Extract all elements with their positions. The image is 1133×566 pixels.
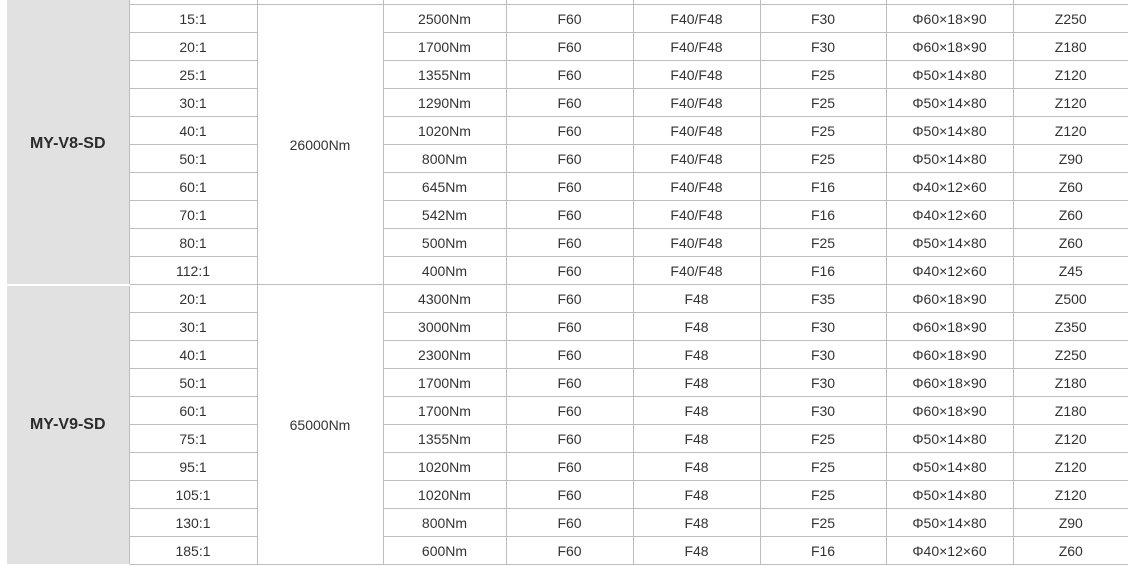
- flange-a-cell: F60: [506, 453, 633, 481]
- flange-a-cell: F60: [506, 257, 633, 285]
- ratio-cell: 20:1: [129, 33, 257, 61]
- flange-a-cell: F60: [506, 425, 633, 453]
- code-cell: Z350: [1013, 313, 1128, 341]
- code-cell: Z120: [1013, 61, 1128, 89]
- flange-a-cell: F60: [506, 89, 633, 117]
- output-torque-cell: 26000Nm: [257, 5, 383, 285]
- flange-c-cell: F16: [760, 537, 886, 565]
- torque-cell: 1290Nm: [383, 89, 506, 117]
- torque-cell: 1700Nm: [383, 397, 506, 425]
- flange-b-cell: F48: [633, 425, 760, 453]
- flange-b-cell: F48: [633, 509, 760, 537]
- code-cell: Z120: [1013, 425, 1128, 453]
- table-row: [7, 89, 1128, 117]
- shaft-size-cell: Φ60×18×90: [886, 369, 1013, 397]
- shaft-size-cell: Φ60×18×90: [886, 33, 1013, 61]
- ratio-cell: 75:1: [129, 425, 257, 453]
- flange-a-cell: F60: [506, 397, 633, 425]
- shaft-size-cell: Φ50×14×80: [886, 117, 1013, 145]
- shaft-size-cell: Φ40×12×60: [886, 257, 1013, 285]
- flange-c-cell: F16: [760, 173, 886, 201]
- code-cell: Z120: [1013, 481, 1128, 509]
- torque-cell: 542Nm: [383, 201, 506, 229]
- code-cell: Z60: [1013, 173, 1128, 201]
- ratio-cell: 130:1: [129, 509, 257, 537]
- flange-c-cell: F25: [760, 89, 886, 117]
- ratio-cell: 40:1: [129, 341, 257, 369]
- table-row: [7, 33, 1128, 61]
- flange-a-cell: F60: [506, 369, 633, 397]
- flange-c-cell: F30: [760, 397, 886, 425]
- table-row: [7, 481, 1128, 509]
- flange-b-cell: F40/F48: [633, 5, 760, 33]
- ratio-cell: 25:1: [129, 61, 257, 89]
- shaft-size-cell: Φ40×12×60: [886, 201, 1013, 229]
- flange-c-cell: F25: [760, 229, 886, 257]
- flange-c-cell: F25: [760, 425, 886, 453]
- code-cell: Z250: [1013, 5, 1128, 33]
- flange-c-cell: F25: [760, 61, 886, 89]
- table-row: [7, 173, 1128, 201]
- table-row: [7, 5, 1128, 33]
- table-row: [7, 257, 1128, 285]
- shaft-size-cell: Φ60×18×90: [886, 341, 1013, 369]
- code-cell: Z120: [1013, 453, 1128, 481]
- flange-c-cell: F16: [760, 201, 886, 229]
- table-row: [7, 201, 1128, 229]
- flange-c-cell: F30: [760, 33, 886, 61]
- code-cell: Z60: [1013, 537, 1128, 565]
- shaft-size-cell: Φ50×14×80: [886, 61, 1013, 89]
- flange-a-cell: F60: [506, 117, 633, 145]
- shaft-size-cell: Φ50×14×80: [886, 89, 1013, 117]
- table-row: [7, 61, 1128, 89]
- shaft-size-cell: Φ60×18×90: [886, 285, 1013, 313]
- model-name-cell: MY-V8-SD: [7, 5, 129, 285]
- flange-c-cell: F16: [760, 257, 886, 285]
- torque-cell: 1700Nm: [383, 369, 506, 397]
- ratio-cell: 185:1: [129, 537, 257, 565]
- shaft-size-cell: Φ60×18×90: [886, 5, 1013, 33]
- flange-a-cell: F60: [506, 509, 633, 537]
- flange-a-cell: F60: [506, 173, 633, 201]
- code-cell: Z500: [1013, 285, 1128, 313]
- flange-b-cell: F40/F48: [633, 201, 760, 229]
- table-row: [7, 145, 1128, 173]
- table-row: [7, 397, 1128, 425]
- torque-cell: 1020Nm: [383, 481, 506, 509]
- flange-a-cell: F60: [506, 285, 633, 313]
- torque-cell: 645Nm: [383, 173, 506, 201]
- shaft-size-cell: Φ60×18×90: [886, 313, 1013, 341]
- shaft-size-cell: Φ60×18×90: [886, 397, 1013, 425]
- torque-cell: 500Nm: [383, 229, 506, 257]
- ratio-cell: 105:1: [129, 481, 257, 509]
- flange-c-cell: F30: [760, 313, 886, 341]
- shaft-size-cell: Φ40×12×60: [886, 173, 1013, 201]
- ratio-cell: 50:1: [129, 145, 257, 173]
- flange-b-cell: F48: [633, 481, 760, 509]
- spec-table: [7, 0, 1128, 566]
- flange-c-cell: F25: [760, 453, 886, 481]
- table-row: [7, 341, 1128, 369]
- table-row: [7, 369, 1128, 397]
- flange-c-cell: F30: [760, 341, 886, 369]
- flange-a-cell: F60: [506, 5, 633, 33]
- flange-b-cell: F48: [633, 537, 760, 565]
- torque-cell: 600Nm: [383, 537, 506, 565]
- torque-cell: 2500Nm: [383, 5, 506, 33]
- torque-cell: 400Nm: [383, 257, 506, 285]
- flange-b-cell: F48: [633, 397, 760, 425]
- code-cell: Z180: [1013, 397, 1128, 425]
- code-cell: Z90: [1013, 145, 1128, 173]
- flange-a-cell: F60: [506, 33, 633, 61]
- torque-cell: 800Nm: [383, 509, 506, 537]
- flange-a-cell: F60: [506, 537, 633, 565]
- shaft-size-cell: Φ50×14×80: [886, 453, 1013, 481]
- ratio-cell: 20:1: [129, 285, 257, 313]
- code-cell: Z60: [1013, 229, 1128, 257]
- shaft-size-cell: Φ50×14×80: [886, 481, 1013, 509]
- flange-a-cell: F60: [506, 61, 633, 89]
- ratio-cell: 70:1: [129, 201, 257, 229]
- flange-b-cell: F48: [633, 341, 760, 369]
- output-torque-cell: 65000Nm: [257, 285, 383, 565]
- table-row: [7, 313, 1128, 341]
- flange-c-cell: F25: [760, 117, 886, 145]
- code-cell: Z180: [1013, 33, 1128, 61]
- flange-a-cell: F60: [506, 145, 633, 173]
- flange-b-cell: F40/F48: [633, 89, 760, 117]
- code-cell: Z45: [1013, 257, 1128, 285]
- table-row: [7, 229, 1128, 257]
- ratio-cell: 15:1: [129, 5, 257, 33]
- table-row: [7, 425, 1128, 453]
- code-cell: Z60: [1013, 201, 1128, 229]
- ratio-cell: 95:1: [129, 453, 257, 481]
- ratio-cell: 30:1: [129, 89, 257, 117]
- shaft-size-cell: Φ50×14×80: [886, 145, 1013, 173]
- code-cell: Z120: [1013, 117, 1128, 145]
- torque-cell: 4300Nm: [383, 285, 506, 313]
- table-row: [7, 285, 1128, 313]
- shaft-size-cell: Φ40×12×60: [886, 537, 1013, 565]
- ratio-cell: 80:1: [129, 229, 257, 257]
- torque-cell: 1700Nm: [383, 33, 506, 61]
- torque-cell: 1355Nm: [383, 61, 506, 89]
- flange-b-cell: F40/F48: [633, 33, 760, 61]
- table-row: [7, 117, 1128, 145]
- flange-b-cell: F40/F48: [633, 257, 760, 285]
- code-cell: Z180: [1013, 369, 1128, 397]
- flange-b-cell: F40/F48: [633, 145, 760, 173]
- table-row: [7, 509, 1128, 537]
- torque-cell: 3000Nm: [383, 313, 506, 341]
- flange-a-cell: F60: [506, 229, 633, 257]
- flange-b-cell: F40/F48: [633, 117, 760, 145]
- flange-c-cell: F25: [760, 509, 886, 537]
- table-row: [7, 453, 1128, 481]
- flange-a-cell: F60: [506, 481, 633, 509]
- flange-c-cell: F30: [760, 5, 886, 33]
- model-name-cell: MY-V9-SD: [7, 285, 129, 565]
- code-cell: Z250: [1013, 341, 1128, 369]
- flange-c-cell: F25: [760, 145, 886, 173]
- torque-cell: 1355Nm: [383, 425, 506, 453]
- ratio-cell: 60:1: [129, 397, 257, 425]
- table-row: [7, 537, 1128, 565]
- torque-cell: 2300Nm: [383, 341, 506, 369]
- shaft-size-cell: Φ50×14×80: [886, 425, 1013, 453]
- shaft-size-cell: Φ50×14×80: [886, 229, 1013, 257]
- torque-cell: 800Nm: [383, 145, 506, 173]
- shaft-size-cell: Φ50×14×80: [886, 509, 1013, 537]
- flange-b-cell: F48: [633, 369, 760, 397]
- flange-a-cell: F60: [506, 313, 633, 341]
- code-cell: Z90: [1013, 509, 1128, 537]
- flange-c-cell: F25: [760, 481, 886, 509]
- flange-b-cell: F40/F48: [633, 229, 760, 257]
- flange-b-cell: F40/F48: [633, 173, 760, 201]
- flange-a-cell: F60: [506, 341, 633, 369]
- ratio-cell: 112:1: [129, 257, 257, 285]
- flange-b-cell: F48: [633, 313, 760, 341]
- flange-a-cell: F60: [506, 201, 633, 229]
- flange-c-cell: F30: [760, 369, 886, 397]
- flange-b-cell: F48: [633, 453, 760, 481]
- ratio-cell: 60:1: [129, 173, 257, 201]
- flange-b-cell: F48: [633, 285, 760, 313]
- torque-cell: 1020Nm: [383, 453, 506, 481]
- flange-c-cell: F35: [760, 285, 886, 313]
- torque-cell: 1020Nm: [383, 117, 506, 145]
- ratio-cell: 40:1: [129, 117, 257, 145]
- spec-table-body: [7, 0, 1128, 565]
- ratio-cell: 30:1: [129, 313, 257, 341]
- flange-b-cell: F40/F48: [633, 61, 760, 89]
- ratio-cell: 50:1: [129, 369, 257, 397]
- code-cell: Z120: [1013, 89, 1128, 117]
